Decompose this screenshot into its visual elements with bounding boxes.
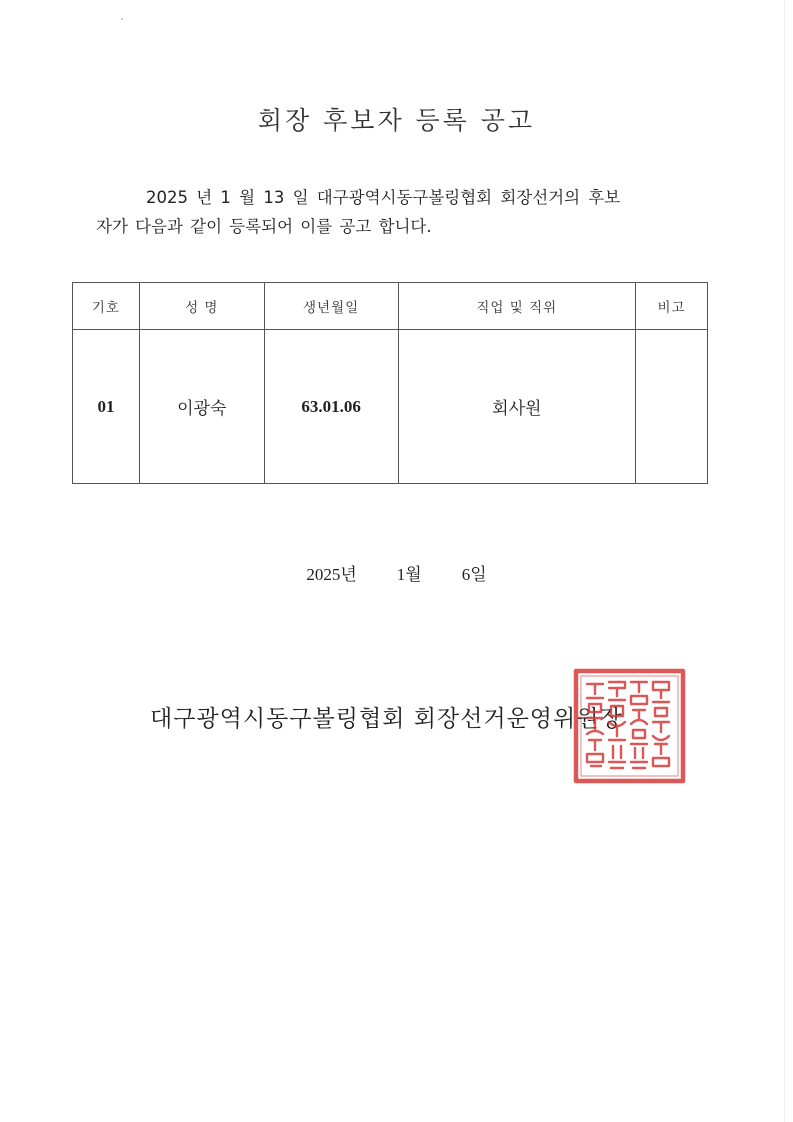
candidate-table: [72, 282, 708, 484]
announcement-date: [0, 560, 793, 585]
cell-birth: 63.01.06: [264, 330, 398, 484]
header-birth: 생년월일: [264, 283, 398, 330]
intro-line-1: 2025 년 1 월 13 일 대구광역시동구볼링협회 회장선거의 후보: [146, 188, 621, 207]
table-header-row: [73, 283, 708, 330]
date-month: 1월: [396, 565, 422, 584]
seal-graphic: [576, 671, 683, 781]
page-title: 회장 후보자 등록 공고: [257, 105, 536, 135]
cell-note: [636, 330, 708, 484]
cell-number: 01: [73, 330, 140, 484]
date-day: 6일: [461, 565, 487, 584]
margin-mark: [121, 18, 123, 20]
signer-title: 대구광역시동구볼링협회 회장선거운영위원장: [150, 706, 623, 732]
intro-line-2: 자가 다음과 같이 등록되어 이를 공고 합니다.: [96, 217, 432, 236]
intro-paragraph: [96, 183, 726, 241]
cell-name: 이광숙: [139, 330, 264, 484]
header-note: 비고: [636, 283, 708, 330]
header-name: 성 명: [139, 283, 264, 330]
cell-occupation: 회사원: [398, 330, 636, 484]
date-year: 2025년: [306, 565, 357, 584]
official-seal-stamp: [573, 668, 686, 784]
header-occupation: 직업 및 직위: [398, 283, 636, 330]
table-row: [73, 330, 708, 484]
header-number: 기호: [73, 283, 140, 330]
